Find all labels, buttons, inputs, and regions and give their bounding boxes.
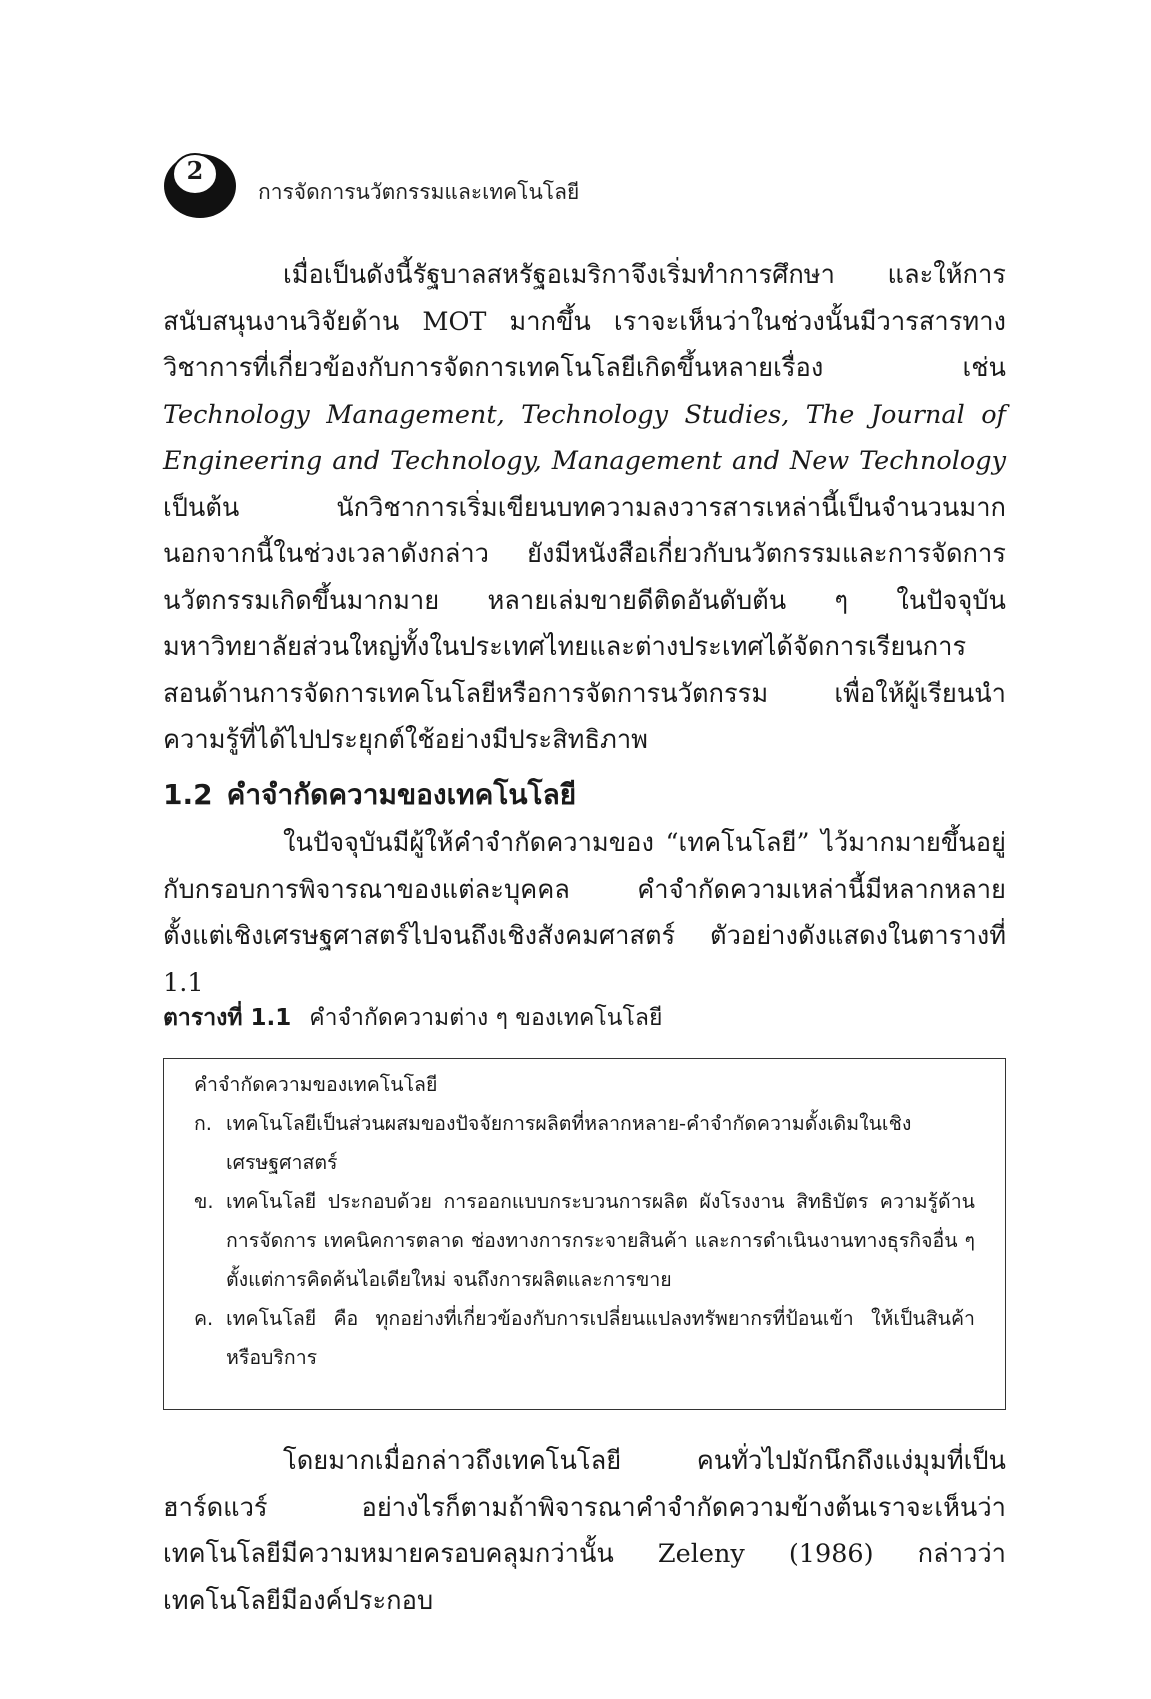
definition-item	[194, 1182, 975, 1299]
section-title: คำจำกัดความของเทคโนโลยี	[226, 778, 577, 811]
definition-text: เทคโนโลยี ประกอบด้วย การออกแบบกระบวนการผลิต ผังโรงงาน สิทธิบัตร ความรู้ด้านการจัดการ เทคนิคการตลาด ช่องทางการกระจายสินค้า และการดำเนินงานทางธุรกิจอื่น ๆ ตั้งแต่การคิดค้นไอเดียใหม่ จนถึงการผลิตและการขาย	[226, 1190, 975, 1291]
page-header	[160, 150, 1020, 230]
definition-text: เทคโนโลยีเป็นส่วนผสมของปัจจัยการผลิตที่หลากหลาย-คำจำกัดความดั้งเดิมในเชิงเศรษฐศาสตร์	[226, 1112, 912, 1174]
paragraph-1	[163, 252, 1006, 764]
paragraph-1-text-b: เป็นต้น นักวิชาการเริ่มเขียนบทความลงวารสารเหล่านี้เป็นจำนวนมาก นอกจากนี้ในช่วงเวลาดังกล่าว ยังมีหนังสือเกี่ยวกับนวัตกรรมและการจัดการนวัตกรรมเกิดขึ้นมากมาย หลายเล่มขายดีติดอันดับต้น ๆ ในปัจจุบันมหาวิทยาลัยส่วนใหญ่ทั้งในประเทศไทยและต่างประเทศได้จัดการเรียนการสอนด้านการจัดการเทคโนโลยีหรือการจัดการนวัตกรรม เพื่อให้ผู้เรียนนำความรู้ที่ได้ไปประยุกต์ใช้อย่างมีประสิทธิภาพ	[163, 492, 1006, 755]
definition-item	[194, 1104, 975, 1182]
definition-item	[194, 1299, 975, 1377]
definition-text: เทคโนโลยี คือ ทุกอย่างที่เกี่ยวข้องกับการเปลี่ยนแปลงทรัพยากรที่ป้อนเข้า ให้เป็นสินค้าหรือบริการ	[226, 1307, 975, 1369]
table-caption	[163, 1000, 1006, 1036]
table-caption-label: ตารางที่ 1.1	[163, 1005, 292, 1031]
definition-marker: ก.	[194, 1112, 213, 1135]
paragraph-2-text: ในปัจจุบันมีผู้ให้คำจำกัดความของ “เทคโนโลยี” ไว้มากมายขึ้นอยู่กับกรอบการพิจารณาของแต่ละบุคคล คำจำกัดความเหล่านี้มีหลากหลายตั้งแต่เชิงเศรษฐศาสตร์ไปจนถึงเชิงสังคมศาสตร์ ตัวอย่างดังแสดงในตารางที่ 1.1	[163, 828, 1006, 998]
paragraph-3	[163, 1438, 1006, 1624]
paragraph-2	[163, 820, 1006, 1006]
section-number: 1.2	[163, 778, 213, 811]
definitions-box	[163, 1058, 1006, 1410]
journal-list: Technology Management, Technology Studies, The Journal of Engineering and Technology, Management and New Technology	[163, 399, 1006, 476]
definition-marker: ค.	[194, 1307, 214, 1330]
table-caption-text: คำจำกัดความต่าง ๆ ของเทคโนโลยี	[309, 1005, 663, 1031]
running-title: การจัดการนวัตกรรมและเทคโนโลยี	[258, 180, 580, 204]
page-number-badge	[160, 150, 242, 222]
paragraph-3-text: โดยมากเมื่อกล่าวถึงเทคโนโลยี คนทั่วไปมักนึกถึงแง่มุมที่เป็นฮาร์ดแวร์ อย่างไรก็ตามถ้าพิจารณาคำจำกัดความข้างต้นเราจะเห็นว่าเทคโนโลยีมีความหมายครอบคลุมกว่านั้น Zeleny (1986) กล่าวว่าเทคโนโลยีมีองค์ประกอบ	[163, 1446, 1006, 1616]
definitions-box-title: คำจำกัดความของเทคโนโลยี	[194, 1073, 438, 1096]
page-number: 2	[186, 156, 204, 185]
definition-marker: ข.	[194, 1190, 214, 1213]
paragraph-1-text-a: เมื่อเป็นดังนี้รัฐบาลสหรัฐอเมริกาจึงเริ่มทำการศึกษา และให้การสนับสนุนงานวิจัยด้าน MOT มากขึ้น เราจะเห็นว่าในช่วงนั้นมีวารสารทางวิชาการที่เกี่ยวข้องกับการจัดการเทคโนโลยีเกิดขึ้นหลายเรื่อง เช่น	[163, 260, 1006, 383]
section-heading	[163, 773, 1006, 817]
